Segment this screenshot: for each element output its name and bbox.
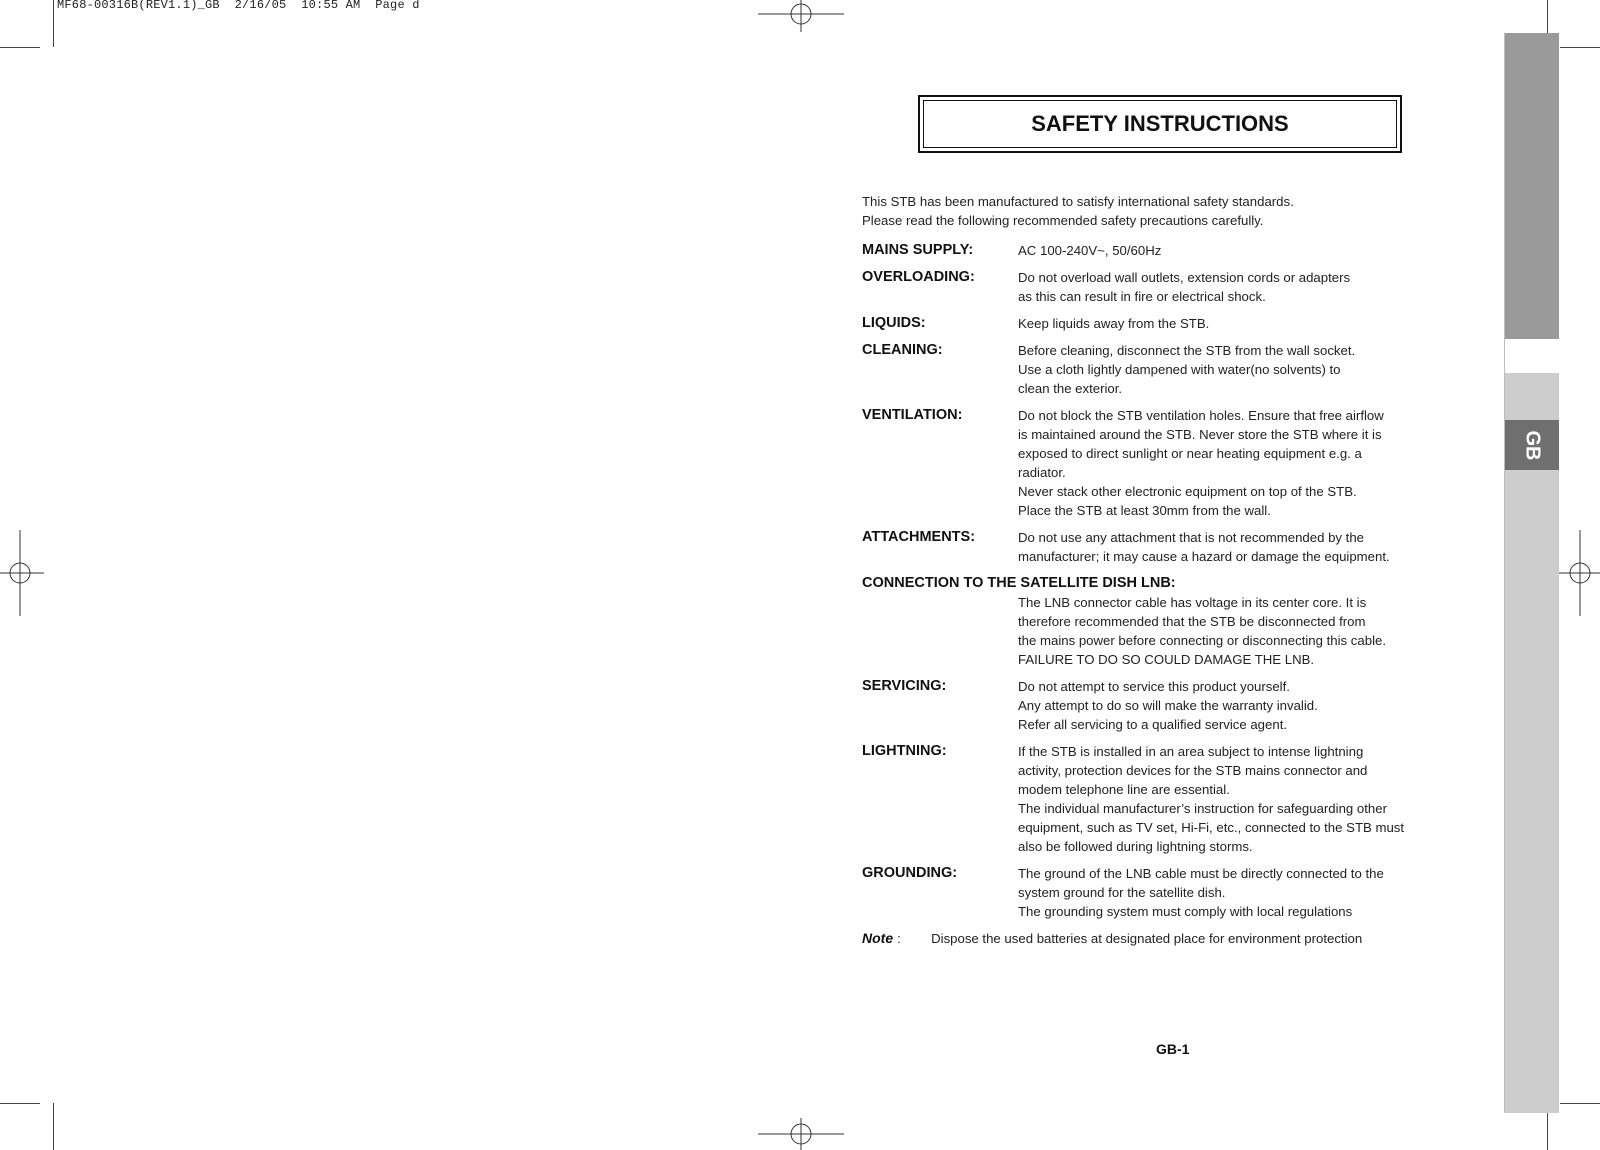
section-line: Do not overload wall outlets, extension cords or adapters [1018, 270, 1351, 285]
crop-mark [1560, 1103, 1600, 1104]
section-line: system ground for the satellite dish. [1018, 885, 1226, 900]
registration-mark-right [1556, 530, 1600, 616]
intro-line: This STB has been manufactured to satisfy international safety standards. [862, 194, 1294, 209]
registration-mark-bottom [758, 1118, 844, 1150]
section-connection-lnb [862, 574, 1482, 669]
section-line: The individual manufacturer’s instruction for safeguarding other [1018, 801, 1387, 816]
side-tab-lower [1505, 373, 1559, 1113]
section-attachments [862, 528, 1482, 566]
section-line: If the STB is installed in an area subject to intense lightning [1018, 744, 1364, 759]
section-line: Place the STB at least 30mm from the wall. [1018, 503, 1271, 518]
crop-mark [53, 1103, 54, 1150]
section-line: equipment, such as TV set, Hi-Fi, etc., connected to the STB must [1018, 820, 1405, 835]
section-line: is maintained around the STB. Never store the STB where it is [1018, 427, 1382, 442]
section-label: MAINS SUPPLY: [862, 242, 974, 258]
note-colon: : [897, 931, 901, 946]
section-label: GROUNDING: [862, 865, 958, 881]
section-line: Refer all servicing to a qualified service agent. [1018, 717, 1288, 732]
registration-mark-top [758, 0, 844, 32]
section-line: clean the exterior. [1018, 381, 1123, 396]
section-line: Do not attempt to service this product yourself. [1018, 679, 1290, 694]
section-line: Use a cloth lightly dampened with water(no solvents) to [1018, 362, 1341, 377]
section-line: Keep liquids away from the STB. [1018, 316, 1210, 331]
section-body [1018, 864, 1384, 921]
page-title: SAFETY INSTRUCTIONS [923, 100, 1397, 148]
note-label: Note [862, 930, 894, 946]
section-line: also be followed during lightning storms. [1018, 839, 1253, 854]
section-grounding [862, 864, 1482, 921]
section-label: VENTILATION: [862, 407, 963, 423]
section-cleaning [862, 341, 1482, 398]
crop-mark [0, 47, 40, 48]
crop-mark [53, 0, 54, 47]
language-tab [1505, 420, 1559, 470]
note [862, 929, 1482, 948]
section-lightning [862, 742, 1482, 856]
safety-sections [862, 241, 1482, 948]
section-line: The ground of the LNB cable must be directly connected to the [1018, 866, 1384, 881]
section-mains-supply [862, 241, 1482, 260]
intro-line: Please read the following recommended safety precautions carefully. [862, 213, 1264, 228]
section-body [1018, 677, 1318, 734]
section-line: activity, protection devices for the STB mains connector and [1018, 763, 1368, 778]
section-label: SERVICING: [862, 678, 947, 694]
section-line: Do not block the STB ventilation holes. Ensure that free airflow [1018, 408, 1384, 423]
section-overloading [862, 268, 1482, 306]
section-line: therefore recommended that the STB be disconnected from [1018, 614, 1366, 629]
section-line: exposed to direct sunlight or near heating equipment e.g. a [1018, 446, 1362, 461]
section-ventilation [862, 406, 1482, 520]
section-line: radiator. [1018, 465, 1066, 480]
section-line: modem telephone line are essential. [1018, 782, 1230, 797]
section-line: The grounding system must comply with local regulations [1018, 904, 1353, 919]
section-body [1018, 241, 1161, 260]
section-body [1018, 341, 1355, 398]
section-body [1018, 406, 1384, 520]
section-line: The LNB connector cable has voltage in its center core. It is [1018, 595, 1367, 610]
section-label: OVERLOADING: [862, 269, 975, 285]
section-line: the mains power before connecting or disconnecting this cable. [1018, 633, 1387, 648]
language-tab-label: GB [1521, 430, 1544, 460]
intro-paragraph [862, 192, 1294, 230]
title-frame [918, 95, 1402, 153]
note-text: Dispose the used batteries at designated place for environment protection [931, 931, 1363, 946]
section-label: LIQUIDS: [862, 315, 926, 331]
section-body [862, 593, 1482, 669]
section-line: AC 100-240V~, 50/60Hz [1018, 243, 1162, 258]
crop-mark [0, 1103, 40, 1104]
section-label: CLEANING: [862, 342, 943, 358]
section-body [1018, 528, 1390, 566]
section-line: manufacturer; it may cause a hazard or damage the equipment. [1018, 549, 1390, 564]
side-tab-upper [1505, 33, 1559, 339]
registration-mark-left [0, 530, 44, 616]
page-number: GB-1 [1156, 1041, 1190, 1057]
crop-mark [1560, 47, 1600, 48]
section-line: Do not use any attachment that is not recommended by the [1018, 530, 1365, 545]
section-body [1018, 314, 1209, 333]
section-line: as this can result in fire or electrical shock. [1018, 289, 1266, 304]
section-label: ATTACHMENTS: [862, 529, 976, 545]
section-line: Before cleaning, disconnect the STB from the wall socket. [1018, 343, 1356, 358]
section-label: LIGHTNING: [862, 743, 947, 759]
section-line: Never stack other electronic equipment on top of the STB. [1018, 484, 1357, 499]
section-line: FAILURE TO DO SO COULD DAMAGE THE LNB. [1018, 652, 1315, 667]
section-body [1018, 742, 1404, 856]
print-header: MF68-00316B(REV1.1)_GB 2/16/05 10:55 AM Page d [57, 0, 420, 12]
section-label: CONNECTION TO THE SATELLITE DISH LNB: [862, 575, 1176, 591]
section-liquids [862, 314, 1482, 333]
section-servicing [862, 677, 1482, 734]
section-body [1018, 268, 1350, 306]
section-line: Any attempt to do so will make the warranty invalid. [1018, 698, 1318, 713]
